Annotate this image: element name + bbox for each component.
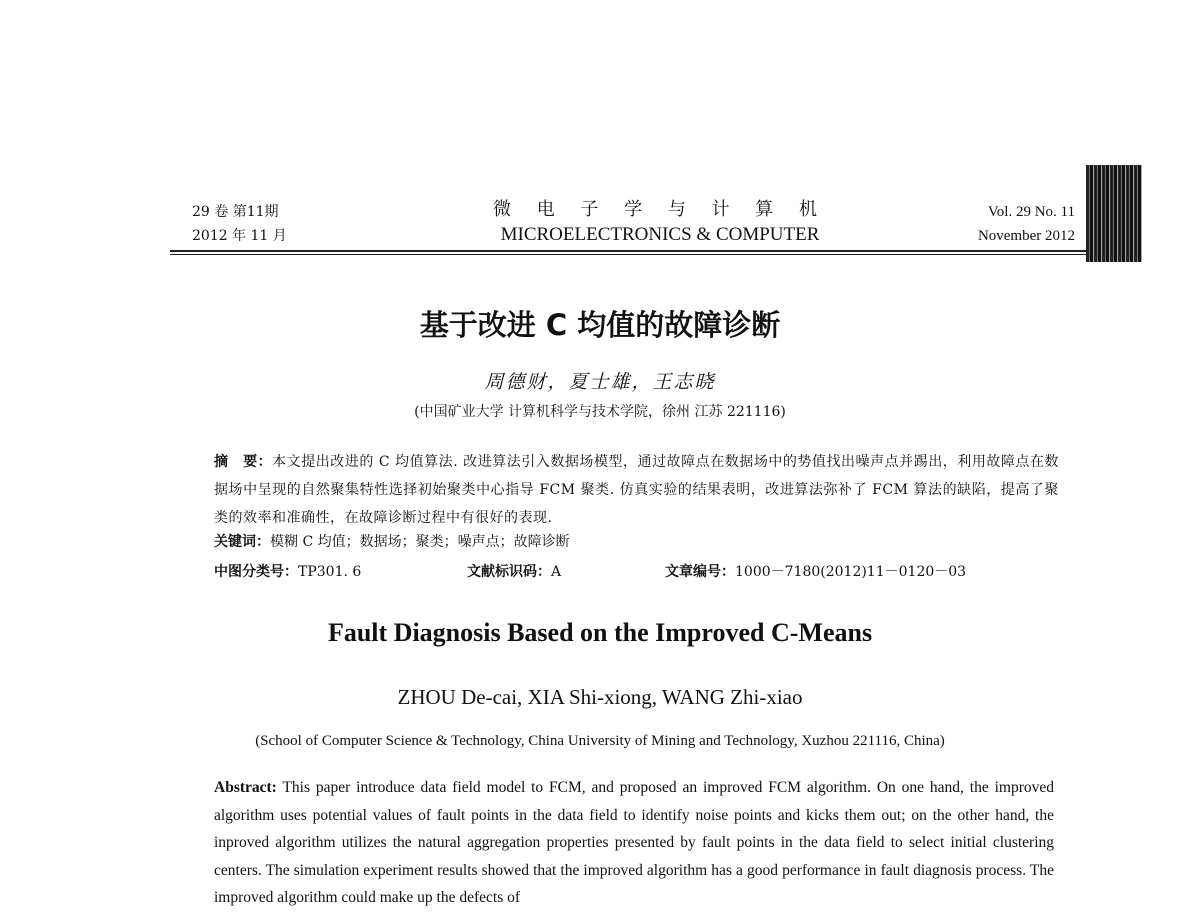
keywords-cn-label: 关键词： <box>214 534 270 550</box>
article-no-value: 1000－7180(2012)11－0120－03 <box>735 564 967 580</box>
paper-title-en: Fault Diagnosis Based on the Improved C-Means <box>327 618 873 647</box>
keywords-cn <box>214 530 570 554</box>
clc-number <box>214 560 361 584</box>
header-rule-thick <box>170 250 1088 252</box>
date-cn: 2012 年 11 月 <box>192 228 287 244</box>
article-no-label: 文章编号： <box>665 564 735 580</box>
abstract-cn-text: 本文提出改进的 C 均值算法. 改进算法引入数据场模型，通过故障点在数据场中的势值找出噪声点并踢出，利用故障点在数据场中呈现的自然聚集特性选择初始聚类中心指导 FCM 聚类. 仿真实验的结果表明，改进算法弥补了 FCM 算法的缺陷，提高了聚类的效率和准确性，在故障诊断过程中有很好的表现. <box>214 454 1059 526</box>
journal-header-center <box>400 198 920 248</box>
authors-cn: 周德财，夏士雄，王志晓 <box>484 371 716 393</box>
clc-value: TP301. 6 <box>298 564 362 580</box>
volume-issue-en: Vol. 29 No. 11 <box>987 204 1075 220</box>
abstract-en-label: Abstract: <box>214 779 277 796</box>
scan-edge-mark <box>1086 165 1142 262</box>
keywords-cn-text: 模糊 C 均值；数据场；聚类；噪声点；故障诊断 <box>270 534 570 550</box>
journal-header-right <box>900 200 1075 248</box>
affiliation-cn: (中国矿业大学 计算机科学与技术学院，徐州 江苏 221116) <box>414 404 786 420</box>
clc-label: 中图分类号： <box>214 564 298 580</box>
article-number <box>665 560 966 584</box>
abstract-cn <box>214 448 1059 532</box>
abstract-en-text: This paper introduce data field model to FCM, and proposed an improved FCM algorithm. On one hand, the improved algorithm uses potential values of fault points in the data field to identify noise points and kicks them out; on the other hand, the inproved algorithm utilizes the natural aggregation properties presented by fault points in the data field to select initial clustering centers. The simulation experiment results showed that the improved algorithm has a good performance in fault diagnosis process. The improved algorithm could make up the defects of <box>214 779 1054 906</box>
paper-title-cn: 基于改进 C 均值的故障诊断 <box>419 308 781 342</box>
affiliation-en: (School of Computer Science & Technology, China University of Mining and Technology, Xuzhou 221116, China) <box>255 733 945 749</box>
volume-issue-cn: 29 卷 第11期 <box>192 204 279 220</box>
doc-code-value: A <box>551 564 562 580</box>
date-en: November 2012 <box>977 228 1075 244</box>
header-rule-thin <box>170 254 1088 255</box>
journal-name-en: MICROELECTRONICS & COMPUTER <box>500 224 820 245</box>
document-code <box>467 560 561 584</box>
authors-en: ZHOU De-cai, XIA Shi-xiong, WANG Zhi-xiao <box>397 685 803 709</box>
abstract-en <box>214 774 1054 912</box>
doc-code-label: 文献标识码： <box>467 564 551 580</box>
journal-name-cn: 微 电 子 学 与 计 算 机 <box>492 199 828 220</box>
journal-header-left <box>192 200 287 248</box>
abstract-cn-label: 摘 要： <box>214 454 273 470</box>
